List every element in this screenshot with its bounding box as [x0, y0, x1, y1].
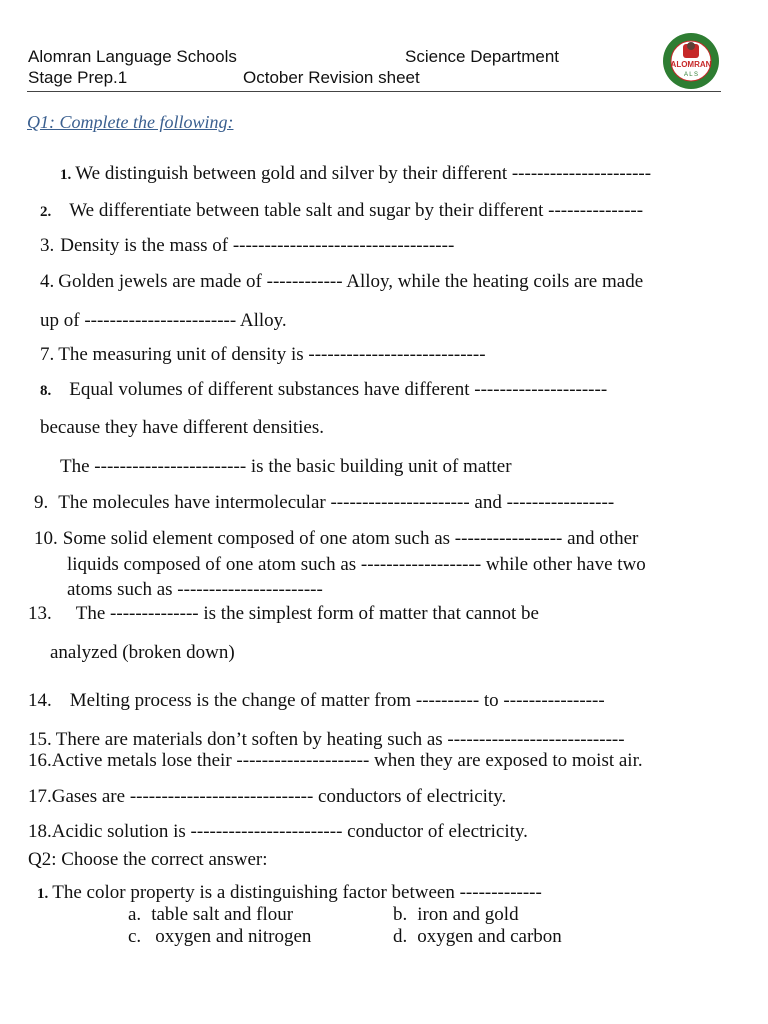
q2-option-c: c. oxygen and nitrogen: [128, 926, 312, 947]
school-name: Alomran Language Schools: [28, 47, 237, 66]
q2-title: Q2: Choose the correct answer:: [28, 849, 268, 870]
q2-option-a: a. table salt and flour: [128, 904, 294, 925]
department-name: Science Department: [405, 47, 560, 66]
q1-item-4: 4. Golden jewels are made of ------------ Alloy, while the heating coils are made: [40, 271, 644, 292]
q1-item-18: 18.Acidic solution is ------------------------ conductor of electricity.: [28, 821, 528, 842]
q1-item-3: 3. Density is the mass of -----------------------------------: [40, 235, 455, 256]
q2-question-1: 1. The color property is a distinguishing factor between -------------: [37, 882, 542, 903]
q1-title: Q1: Complete the following:: [27, 112, 234, 132]
q1-item-4-cont: up of ------------------------ Alloy.: [40, 310, 287, 331]
q1-item-13-cont: analyzed (broken down): [50, 642, 235, 663]
q1-item-7: 7. The measuring unit of density is ----------------------------: [40, 344, 486, 365]
q1-item-2: 2. We differentiate between table salt and sugar by their different ---------------: [40, 200, 644, 221]
q1-item-9: 9. The molecules have intermolecular ---------------------- and -----------------: [34, 492, 615, 513]
logo-sub: A L S: [683, 72, 699, 78]
header-divider: [27, 91, 721, 92]
q1-item-15: 15. There are materials don’t soften by heating such as ----------------------------: [28, 729, 625, 750]
q1-item-unnumbered: The ------------------------ is the basic building unit of matter: [60, 456, 512, 477]
q2-option-d: d. oxygen and carbon: [393, 926, 562, 947]
school-logo: [662, 32, 720, 90]
q1-item-10-cont1: liquids composed of one atom such as ------------------- while other have two: [67, 554, 646, 575]
q1-item-16: 16.Active metals lose their --------------------- when they are exposed to moist air.: [28, 750, 643, 771]
q1-item-14: 14. Melting process is the change of matter from ---------- to ----------------: [28, 690, 605, 711]
q1-item-8: 8. Equal volumes of different substances have different ---------------------: [40, 379, 608, 400]
logo-text: ALOMRAN: [670, 60, 712, 69]
q1-item-8-cont: because they have different densities.: [40, 417, 325, 438]
q1-item-10-cont2: atoms such as -----------------------: [67, 579, 323, 600]
q1-item-10: 10. Some solid element composed of one atom such as ----------------- and other: [34, 528, 639, 549]
stage-label: Stage Prep.1: [28, 68, 128, 87]
sheet-title: October Revision sheet: [243, 68, 420, 87]
q2-option-b: b. iron and gold: [393, 904, 519, 925]
q1-item-17: 17.Gases are ----------------------------- conductors of electricity.: [28, 786, 507, 807]
q1-item-1: 1. We distinguish between gold and silver by their different ----------------------: [60, 163, 652, 184]
q1-item-13: 13. The -------------- is the simplest form of matter that cannot be: [28, 603, 539, 624]
